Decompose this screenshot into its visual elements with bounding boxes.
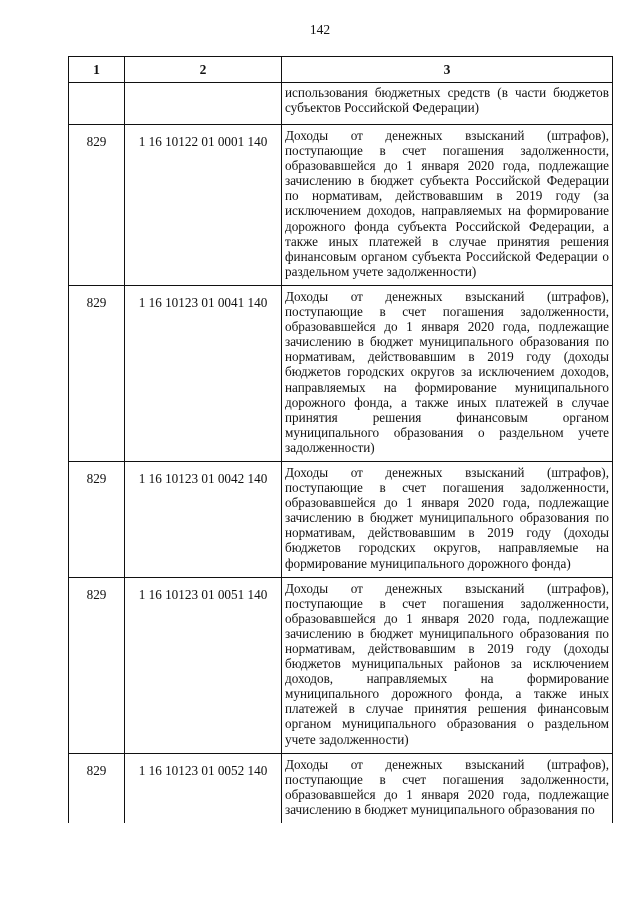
budget-code-cell — [125, 83, 282, 125]
header-col-3: 3 — [282, 57, 613, 83]
page-number: 142 — [309, 22, 331, 37]
table-row — [69, 125, 613, 286]
budget-code-cell: 1 16 10122 01 0001 140 — [125, 125, 282, 286]
budget-classification-table — [68, 56, 613, 823]
admin-code-cell: 829 — [69, 577, 125, 753]
budget-code-cell: 1 16 10123 01 0042 140 — [125, 461, 282, 577]
table-row — [69, 461, 613, 577]
header-col-1: 1 — [69, 57, 125, 83]
admin-code-cell: 829 — [69, 461, 125, 577]
admin-code-cell — [69, 83, 125, 125]
admin-code-cell: 829 — [69, 125, 125, 286]
budget-code-cell: 1 16 10123 01 0052 140 — [125, 753, 282, 823]
budget-code-cell: 1 16 10123 01 0051 140 — [125, 577, 282, 753]
admin-code-cell: 829 — [69, 285, 125, 461]
budget-code-cell: 1 16 10123 01 0041 140 — [125, 285, 282, 461]
table-row-continuation — [69, 83, 613, 125]
description-cell: Доходы от денежных взысканий (штрафов), поступающие в счет погашения задолженности, образовавшейся до 1 января 2020 года, подлежащие зачислению в бюджет муниципального образования по нормативам, действовавшим в 2019 году (доходы бюджетов городских округов за исключением доходов, направляемых на формирование муниципального дорожного фонда, а также иных платежей в случае принятия решения финансовым органом муниципального образования о раздельном учете задолженности) — [282, 285, 613, 461]
table-row — [69, 753, 613, 823]
description-cell: Доходы от денежных взысканий (штрафов), поступающие в счет погашения задолженности, образовавшейся до 1 января 2020 года, подлежащие зачислению в бюджет субъекта Российской Федерации по нормативам, действовавшим в 2019 году (за исключением доходов, направляемых на формирование дорожного фонда субъекта Российской Федерации, а также иных платежей в случае принятия решения финансовым органом субъекта Российской Федерации о раздельном учете задолженности) — [282, 125, 613, 286]
description-cell: использования бюджетных средств (в части бюджетов субъектов Российской Федерации) — [282, 83, 613, 125]
table-row — [69, 285, 613, 461]
header-col-2: 2 — [125, 57, 282, 83]
description-cell: Доходы от денежных взысканий (штрафов), поступающие в счет погашения задолженности, образовавшейся до 1 января 2020 года, подлежащие зачислению в бюджет муниципального образования по — [282, 753, 613, 823]
table-header-row — [69, 57, 613, 83]
table-row — [69, 577, 613, 753]
description-cell: Доходы от денежных взысканий (штрафов), поступающие в счет погашения задолженности, образовавшейся до 1 января 2020 года, подлежащие зачислению в бюджет муниципального образования по нормативам, действовавшим в 2019 году (доходы бюджетов муниципальных районов за исключением доходов, направляемых на формирование муниципального дорожного фонда, а также иных платежей в случае принятия решения финансовым органом муниципального образования о раздельном учете задолженности) — [282, 577, 613, 753]
description-cell: Доходы от денежных взысканий (штрафов), поступающие в счет погашения задолженности, образовавшейся до 1 января 2020 года, подлежащие зачислению в бюджет муниципального образования по нормативам, действовавшим в 2019 году (доходы бюджетов городских округов, направляемые на формирование муниципального дорожного фонда) — [282, 461, 613, 577]
admin-code-cell: 829 — [69, 753, 125, 823]
